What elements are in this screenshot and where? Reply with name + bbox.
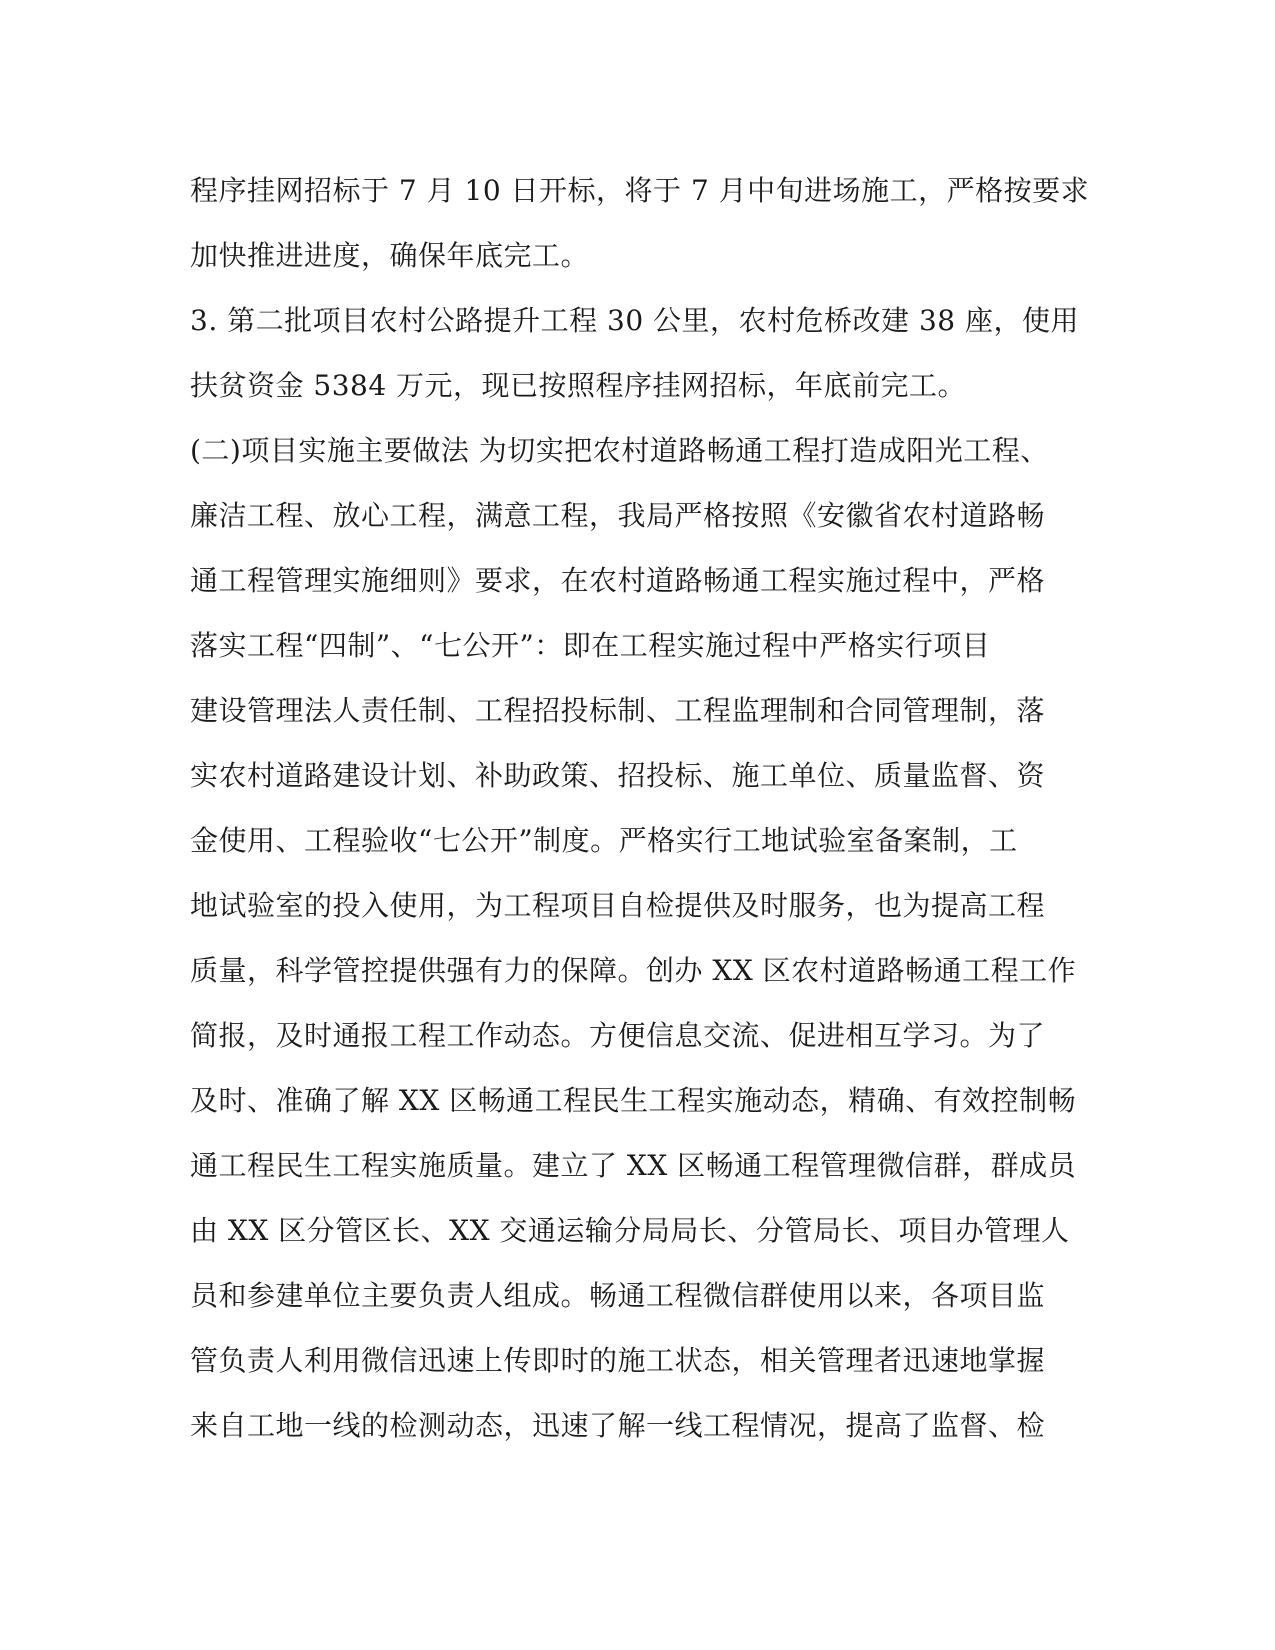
- text-line-6: 廉洁工程、放心工程，满意工程，我局严格按照《安徽省农村道路畅: [190, 499, 1046, 532]
- text-line-11: 金使用、工程验收“七公开”制度。严格实行工地试验室备案制，工: [190, 824, 1018, 857]
- text-line-10: 实农村道路建设计划、补助政策、招投标、施工单位、质量监督、资: [190, 759, 1046, 792]
- text-line-9: 建设管理法人责任制、工程招投标制、工程监理制和合同管理制，落: [190, 694, 1046, 727]
- text-line-20: 来自工地一线的检测动态，迅速了解一线工程情况，提高了监督、检: [190, 1409, 1046, 1442]
- text-line-17: 由 XX 区分管区长、XX 交通运输分局局长、分管局长、项目办管理人: [190, 1214, 1070, 1247]
- text-line-2: 加快推进进度，确保年底完工。: [190, 239, 590, 272]
- text-line-8: 落实工程“四制”、“七公开”：即在工程实施过程中严格实行项目: [190, 629, 991, 662]
- text-line-16: 通工程民生工程实施质量。建立了 XX 区畅通工程管理微信群，群成员: [190, 1149, 1077, 1182]
- text-line-12: 地试验室的投入使用，为工程项目自检提供及时服务，也为提高工程: [190, 889, 1046, 922]
- text-line-5: (二)项目实施主要做法 为切实把农村道路畅通工程打造成阳光工程、: [190, 434, 1049, 467]
- text-line-13: 质量，科学管控提供强有力的保障。创办 XX 区农村道路畅通工程工作: [190, 954, 1077, 987]
- text-line-19: 管负责人利用微信迅速上传即时的施工状态，相关管理者迅速地掌握: [190, 1344, 1046, 1377]
- text-line-7: 通工程管理实施细则》要求，在农村道路畅通工程实施过程中，严格: [190, 564, 1046, 597]
- text-line-3: 3. 第二批项目农村公路提升工程 30 公里，农村危桥改建 38 座，使用: [190, 304, 1079, 337]
- body-text: [190, 158, 1090, 1458]
- text-line-15: 及时、准确了解 XX 区畅通工程民生工程实施动态，精确、有效控制畅: [190, 1084, 1077, 1117]
- text-line-1: 程序挂网招标于 7 月 10 日开标，将于 7 月中旬进场施工，严格按要求: [190, 174, 1090, 207]
- text-line-14: 简报，及时通报工程工作动态。方便信息交流、促进相互学习。为了: [190, 1019, 1046, 1052]
- text-line-4: 扶贫资金 5384 万元，现已按照程序挂网招标，年底前完工。: [190, 369, 967, 402]
- text-line-18: 员和参建单位主要负责人组成。畅通工程微信群使用以来，各项目监: [190, 1279, 1046, 1312]
